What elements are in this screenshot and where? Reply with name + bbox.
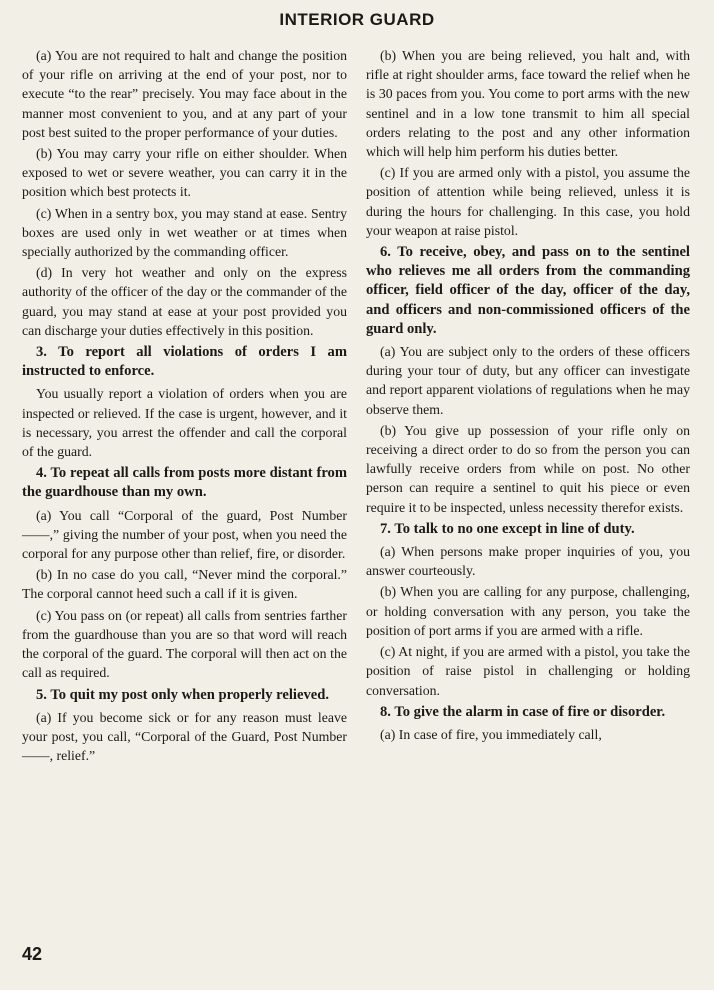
paragraph: (b) When you are calling for any purpose, challenging, or holding conversation with any person, you take the position of port arms if you are armed with a rifle. — [366, 584, 690, 638]
section-heading: 7. To talk to no one except in line of duty. — [380, 520, 635, 537]
paragraph: You usually report a violation of orders when you are inspected or relieved. If the case is urgent, however, and it is necessary, you arrest the offender and call the corporal of the guard. — [22, 386, 347, 460]
paragraph: (b) You give up possession of your rifle only on receiving a direct order to do so from the person you can lawfully receive orders from while on post. No other person can require a sentinel to quit his piece or even require it to be inspected, unless necessity therefor exists. — [366, 422, 690, 515]
paragraph: (b) You may carry your rifle on either shoulder. When exposed to wet or severe weather, you can carry it in the position which best protects it. — [22, 146, 347, 200]
paragraph: (c) When in a sentry box, you may stand at ease. Sentry boxes are used only in wet weather or at times when specially authorized by the commanding officer. — [22, 205, 347, 260]
paragraph: (a) You are not required to halt and change the position of your rifle on arriving at the end of your post, nor to execute “to the rear” precisely. You may face about in the manner most convenient to you, and at any part of your post best suited to the proper performance of your duties. — [22, 48, 347, 140]
page-number: 42 — [22, 944, 43, 964]
section-heading: 4. To repeat all calls from posts more distant from the guardhouse than my own. — [22, 465, 347, 501]
paragraph: (c) If you are armed only with a pistol, you assume the position of attention while being relieved, unless it is during the hours for challenging. In this case, you hold your weapon at raise pistol. — [366, 165, 690, 238]
page-header-title: INTERIOR GUARD — [279, 10, 435, 29]
paragraph: (b) In no case do you call, “Never mind the corporal.” The corporal cannot heed such a call if it is given. — [22, 567, 347, 602]
right-column — [366, 46, 690, 746]
paragraph: (a) In case of fire, you immediately call, — [380, 726, 602, 742]
paragraph: (a) If you become sick or for any reason must leave your post, you call, “Corporal of the Guard, Post Number ——, relief.” — [22, 709, 347, 764]
section-heading: 8. To give the alarm in case of fire or disorder. — [380, 703, 666, 720]
paragraph: (d) In very hot weather and only on the express authority of the officer of the day or the commander of the guard, you may stand at ease at your post provided you can discharge your duties effectively in this position. — [22, 265, 347, 338]
paragraph: (a) You are subject only to the orders of these officers during your tour of duty, but any officer can investigate and report apparent violations of regulations when he may observe them. — [366, 344, 690, 417]
section-heading: 6. To receive, obey, and pass on to the sentinel who relieves me all orders from the commanding officer, field officer of the day, officer of the day, and officers and non-commissioned officers of the guard only. — [366, 244, 690, 337]
paragraph: (a) When persons make proper inquiries of you, you answer courteously. — [366, 544, 690, 579]
paragraph: (c) You pass on (or repeat) all calls from sentries farther from the guardhouse than you are so that word will reach the corporal of the guard. The corporal will then act on the call as required. — [22, 607, 347, 681]
section-heading: 3. To report all violations of orders I am instructed to enforce. — [22, 344, 347, 380]
paragraph: (b) When you are being relieved, you halt and, with rifle at right shoulder arms, face toward the relief when he is 30 paces from you. You come to port arms with the new sentinel and in a low tone transmit to him all special orders relating to the post and any other information which will help him perform his duties better. — [366, 48, 690, 160]
paragraph: (c) At night, if you are armed with a pistol, you take the position of raise pistol in challenging or holding conversation. — [366, 644, 690, 698]
paragraph: (a) You call “Corporal of the guard, Post Number ——,” giving the number of your post, when you need the corporal for any purpose other than relief, fire, or disorder. — [22, 507, 347, 562]
section-heading: 5. To quit my post only when properly relieved. — [36, 686, 329, 703]
left-column — [22, 46, 347, 767]
